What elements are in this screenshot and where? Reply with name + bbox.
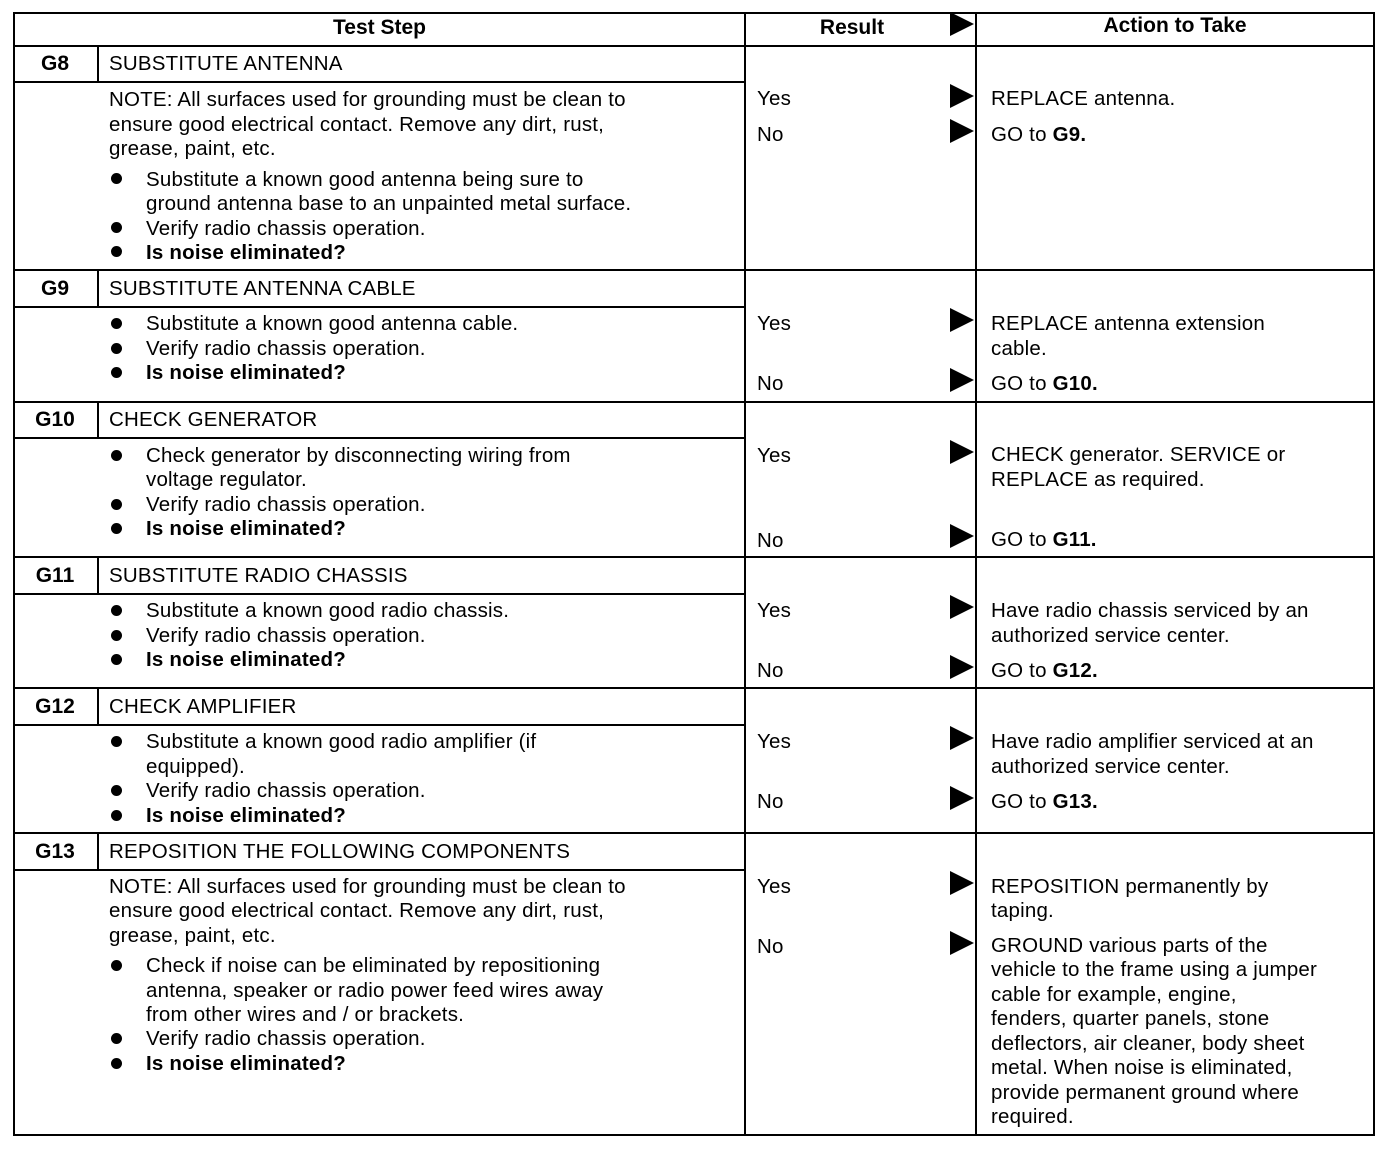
result-no: No [757, 529, 784, 552]
bullet-icon [111, 1033, 122, 1044]
bullet-icon [111, 367, 122, 378]
bullet-question: Is noise eliminated? [146, 804, 346, 827]
arrow-right-icon [950, 368, 974, 392]
arrow-right-icon [950, 931, 974, 955]
result-yes: Yes [757, 730, 792, 753]
step-id: G8 [40, 52, 69, 75]
bullet-icon [111, 246, 122, 257]
bullet-question: Is noise eliminated? [146, 1052, 346, 1075]
arrow-right-icon [950, 308, 974, 332]
goto-step-ref: G11. [1052, 528, 1097, 551]
bullet-icon [111, 343, 122, 354]
bullet-question: Is noise eliminated? [146, 517, 346, 540]
column-header-action: Action to Take [1103, 14, 1247, 37]
bullet-text: Substitute a known good antenna being sure to [146, 168, 584, 191]
action-text: Have radio amplifier serviced at an [991, 730, 1314, 753]
bullet-icon [111, 810, 122, 821]
step-id: G11 [35, 564, 75, 587]
bullet-text: voltage regulator. [146, 468, 307, 491]
column-header-result: Result [819, 16, 885, 39]
note-line: ensure good electrical contact. Remove any dirt, rust, [109, 113, 605, 136]
result-yes: Yes [757, 444, 792, 467]
action-text: REPOSITION permanently by [991, 875, 1269, 898]
action-text: GO to G9. [991, 123, 1087, 146]
step-title: SUBSTITUTE ANTENNA CABLE [109, 277, 416, 300]
action-text: GO to G13. [991, 790, 1098, 813]
step-title: SUBSTITUTE RADIO CHASSIS [109, 564, 408, 587]
action-text: GO to G11. [991, 528, 1097, 551]
note-line: NOTE: All surfaces used for grounding must be clean to [109, 875, 626, 898]
bullet-text: ground antenna base to an unpainted metal surface. [146, 192, 632, 215]
bullet-question: Is noise eliminated? [146, 361, 346, 384]
result-yes: Yes [757, 87, 792, 110]
action-text: cable. [991, 337, 1047, 360]
bullet-text: Verify radio chassis operation. [146, 1027, 426, 1050]
step-title: CHECK GENERATOR [109, 408, 318, 431]
bullet-icon [111, 523, 122, 534]
action-text: metal. When noise is eliminated, [991, 1056, 1293, 1079]
arrow-right-icon [950, 786, 974, 810]
action-text: authorized service center. [991, 755, 1230, 778]
bullet-icon [111, 960, 122, 971]
column-header-test-step: Test Step [333, 16, 426, 39]
step-id: G10 [35, 408, 75, 431]
action-text: deflectors, air cleaner, body sheet [991, 1032, 1305, 1055]
result-yes: Yes [757, 312, 792, 335]
result-no: No [757, 659, 784, 682]
step-id: G13 [35, 840, 75, 863]
step-id: G9 [40, 277, 69, 300]
goto-step-ref: G12. [1052, 659, 1098, 682]
action-text: vehicle to the frame using a jumper [991, 958, 1318, 981]
bullet-icon [111, 318, 122, 329]
arrow-right-icon [950, 119, 974, 143]
note-line: grease, paint, etc. [109, 924, 276, 947]
arrow-right-icon [950, 871, 974, 895]
arrow-right-icon [950, 726, 974, 750]
arrow-right-icon [950, 655, 974, 679]
bullet-icon [111, 222, 122, 233]
arrow-right-icon [950, 524, 974, 548]
bullet-text: equipped). [146, 755, 245, 778]
bullet-text: Check generator by disconnecting wiring from [146, 444, 571, 467]
arrow-right-icon [950, 84, 974, 108]
action-text: required. [991, 1105, 1074, 1128]
step-id: G12 [35, 695, 75, 718]
bullet-text: Verify radio chassis operation. [146, 624, 426, 647]
arrow-right-icon [950, 595, 974, 619]
note-line: ensure good electrical contact. Remove any dirt, rust, [109, 899, 605, 922]
header-arrow-icon [950, 12, 974, 36]
bullet-icon [111, 499, 122, 510]
action-text: REPLACE as required. [991, 468, 1205, 491]
step-title: REPOSITION THE FOLLOWING COMPONENTS [109, 840, 571, 863]
action-text: GROUND various parts of the [991, 934, 1268, 957]
bullet-text: Verify radio chassis operation. [146, 779, 426, 802]
note-line: NOTE: All surfaces used for grounding must be clean to [109, 88, 626, 111]
result-no: No [757, 372, 784, 395]
action-text: fenders, quarter panels, stone [991, 1007, 1270, 1030]
action-text: taping. [991, 899, 1054, 922]
bullet-text: Verify radio chassis operation. [146, 217, 426, 240]
goto-step-ref: G10. [1052, 372, 1098, 395]
result-no: No [757, 935, 784, 958]
goto-step-ref: G13. [1052, 790, 1098, 813]
result-no: No [757, 123, 784, 146]
bullet-icon [111, 630, 122, 641]
action-text: REPLACE antenna. [991, 87, 1176, 110]
result-no: No [757, 790, 784, 813]
arrow-right-icon [950, 440, 974, 464]
bullet-icon [111, 654, 122, 665]
goto-step-ref: G9. [1052, 123, 1087, 146]
bullet-icon [111, 605, 122, 616]
bullet-icon [111, 736, 122, 747]
bullet-icon [111, 173, 122, 184]
bullet-icon [111, 450, 122, 461]
bullet-question: Is noise eliminated? [146, 648, 346, 671]
action-text: cable for example, engine, [991, 983, 1237, 1006]
action-text: authorized service center. [991, 624, 1230, 647]
action-text: GO to G12. [991, 659, 1098, 682]
bullet-text: Check if noise can be eliminated by repositioning [146, 954, 601, 977]
step-title: CHECK AMPLIFIER [109, 695, 297, 718]
bullet-icon [111, 1058, 122, 1069]
bullet-text: Substitute a known good radio chassis. [146, 599, 510, 622]
action-text: Have radio chassis serviced by an [991, 599, 1309, 622]
bullet-text: Substitute a known good antenna cable. [146, 312, 519, 335]
action-text: REPLACE antenna extension [991, 312, 1265, 335]
action-text: CHECK generator. SERVICE or [991, 443, 1286, 466]
bullet-text: antenna, speaker or radio power feed wires away [146, 979, 604, 1002]
bullet-text: Substitute a known good radio amplifier (if [146, 730, 537, 753]
bullet-question: Is noise eliminated? [146, 241, 346, 264]
action-text: provide permanent ground where [991, 1081, 1299, 1104]
action-text: GO to G10. [991, 372, 1098, 395]
bullet-text: Verify radio chassis operation. [146, 493, 426, 516]
result-yes: Yes [757, 875, 792, 898]
result-yes: Yes [757, 599, 792, 622]
note-line: grease, paint, etc. [109, 137, 276, 160]
bullet-icon [111, 785, 122, 796]
bullet-text: from other wires and / or brackets. [146, 1003, 465, 1026]
step-title: SUBSTITUTE ANTENNA [109, 52, 343, 75]
bullet-text: Verify radio chassis operation. [146, 337, 426, 360]
